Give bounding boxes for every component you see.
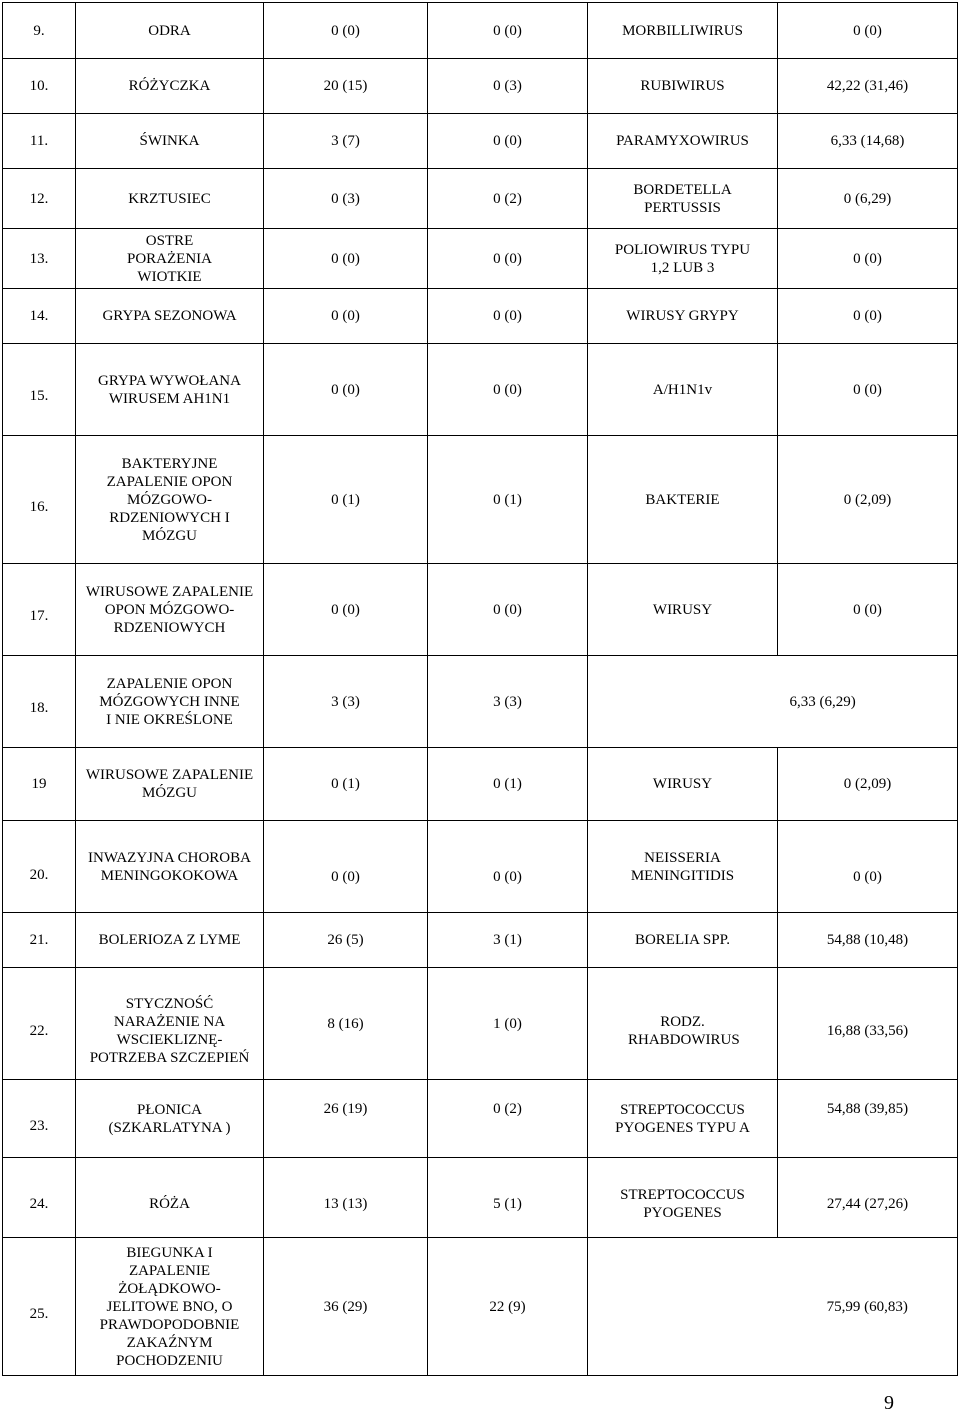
secondary-count: 1 (0) [428, 968, 588, 1080]
table-row [3, 59, 958, 114]
incidence-rate: 75,99 (60,83) [778, 1238, 958, 1376]
table-row [3, 1238, 958, 1376]
row-number: 22. [3, 968, 76, 1080]
cases-count: 26 (19) [264, 1080, 428, 1158]
cases-count: 36 (29) [264, 1238, 428, 1376]
disease-name: PŁONICA (SZKARLATYNA ) [76, 1080, 264, 1158]
etiologic-agent [588, 656, 778, 748]
disease-name: ZAPALENIE OPON MÓZGOWYCH INNE I NIE OKREŚLONE [76, 656, 264, 748]
secondary-count: 0 (1) [428, 748, 588, 821]
row-number: 16. [3, 436, 76, 564]
etiologic-agent: BORELIA SPP. [588, 913, 778, 968]
cases-count: 0 (0) [264, 344, 428, 436]
incidence-rate: 0 (0) [778, 344, 958, 436]
row-number: 10. [3, 59, 76, 114]
row-number: 20. [3, 821, 76, 913]
secondary-count: 3 (1) [428, 913, 588, 968]
incidence-rate: 0 (6,29) [778, 169, 958, 229]
table-row [3, 564, 958, 656]
incidence-rate: 54,88 (10,48) [778, 913, 958, 968]
disease-name: RÓŻYCZKA [76, 59, 264, 114]
cases-count: 3 (3) [264, 656, 428, 748]
table-row [3, 289, 958, 344]
row-number: 9. [3, 3, 76, 59]
cases-count: 20 (15) [264, 59, 428, 114]
cases-count: 26 (5) [264, 913, 428, 968]
cases-count: 0 (1) [264, 748, 428, 821]
incidence-rate: 0 (0) [778, 3, 958, 59]
table-row [3, 114, 958, 169]
disease-name: GRYPA SEZONOWA [76, 289, 264, 344]
secondary-count: 0 (0) [428, 229, 588, 289]
table-row [3, 656, 958, 748]
row-number: 11. [3, 114, 76, 169]
incidence-rate: 0 (0) [778, 564, 958, 656]
disease-name: BOLERIOZA Z LYME [76, 913, 264, 968]
disease-name: WIRUSOWE ZAPALENIE OPON MÓZGOWO-RDZENIOWYCH [76, 564, 264, 656]
row-number: 17. [3, 564, 76, 656]
row-number: 21. [3, 913, 76, 968]
incidence-rate: 0 (0) [778, 229, 958, 289]
secondary-count: 0 (2) [428, 169, 588, 229]
cases-count: 13 (13) [264, 1158, 428, 1238]
incidence-rate: 0 (2,09) [778, 748, 958, 821]
etiologic-agent: NEISSERIA MENINGITIDIS [588, 821, 778, 913]
etiologic-agent: PARAMYXOWIRUS [588, 114, 778, 169]
etiologic-agent: WIRUSY [588, 748, 778, 821]
table-row [3, 748, 958, 821]
row-number: 13. [3, 229, 76, 289]
disease-name: GRYPA WYWOŁANA WIRUSEM AH1N1 [76, 344, 264, 436]
etiologic-agent [588, 1238, 778, 1376]
etiologic-agent: WIRUSY GRYPY [588, 289, 778, 344]
disease-name: BIEGUNKA I ZAPALENIE ŻOŁĄDKOWO-JELITOWE BNO, O PRAWDOPODOBNIE ZAKAŹNYM POCHODZENIU [76, 1238, 264, 1376]
disease-name: OSTRE PORAŻENIA WIOTKIE [76, 229, 264, 289]
secondary-count: 0 (0) [428, 289, 588, 344]
row-number: 24. [3, 1158, 76, 1238]
cases-count: 0 (0) [264, 3, 428, 59]
etiologic-agent: RODZ. RHABDOWIRUS [588, 968, 778, 1080]
incidence-rate: 54,88 (39,85) [778, 1080, 958, 1158]
etiologic-agent: STREPTOCOCCUS PYOGENES [588, 1158, 778, 1238]
etiologic-agent: A/H1N1v [588, 344, 778, 436]
cases-count: 8 (16) [264, 968, 428, 1080]
disease-name: WIRUSOWE ZAPALENIE MÓZGU [76, 748, 264, 821]
page-number: 9 [884, 1392, 894, 1414]
disease-name: STYCZNOŚĆ NARAŻENIE NA WSCIEKLIZNĘ- POTRZEBA SZCZEPIEŃ [76, 968, 264, 1080]
row-number: 23. [3, 1080, 76, 1158]
row-number: 25. [3, 1238, 76, 1376]
disease-name: ŚWINKA [76, 114, 264, 169]
disease-name: INWAZYJNA CHOROBA MENINGOKOKOWA [76, 821, 264, 913]
row-number: 18. [3, 656, 76, 748]
secondary-count: 0 (0) [428, 3, 588, 59]
secondary-count: 5 (1) [428, 1158, 588, 1238]
incidence-rate: 16,88 (33,56) [778, 968, 958, 1080]
incidence-rate: 0 (2,09) [778, 436, 958, 564]
etiologic-agent: BORDETELLA PERTUSSIS [588, 169, 778, 229]
table-row [3, 968, 958, 1080]
secondary-count: 0 (0) [428, 344, 588, 436]
disease-name: KRZTUSIEC [76, 169, 264, 229]
table-row [3, 229, 958, 289]
cases-count: 3 (7) [264, 114, 428, 169]
secondary-count: 0 (1) [428, 436, 588, 564]
table-row [3, 3, 958, 59]
disease-name: RÓŻA [76, 1158, 264, 1238]
table-row [3, 169, 958, 229]
row-number: 15. [3, 344, 76, 436]
cases-count: 0 (0) [264, 821, 428, 913]
secondary-count: 3 (3) [428, 656, 588, 748]
incidence-rate: 6,33 (14,68) [778, 114, 958, 169]
cases-count: 0 (0) [264, 229, 428, 289]
secondary-count: 0 (2) [428, 1080, 588, 1158]
incidence-rate: 27,44 (27,26) [778, 1158, 958, 1238]
table-row [3, 1158, 958, 1238]
table-row [3, 1080, 958, 1158]
table-row [3, 821, 958, 913]
incidence-rate: 0 (0) [778, 821, 958, 913]
table-row [3, 344, 958, 436]
row-number: 12. [3, 169, 76, 229]
secondary-count: 0 (3) [428, 59, 588, 114]
row-number: 19 [3, 748, 76, 821]
secondary-count: 22 (9) [428, 1238, 588, 1376]
cases-count: 0 (0) [264, 289, 428, 344]
incidence-rate: 42,22 (31,46) [778, 59, 958, 114]
secondary-count: 0 (0) [428, 114, 588, 169]
table-row [3, 436, 958, 564]
disease-name: BAKTERYJNE ZAPALENIE OPON MÓZGOWO-RDZENIOWYCH I MÓZGU [76, 436, 264, 564]
etiologic-agent: BAKTERIE [588, 436, 778, 564]
etiologic-agent: RUBIWIRUS [588, 59, 778, 114]
cases-count: 0 (1) [264, 436, 428, 564]
etiologic-agent: WIRUSY [588, 564, 778, 656]
cases-count: 0 (3) [264, 169, 428, 229]
etiologic-agent: STREPTOCOCCUS PYOGENES TYPU A [588, 1080, 778, 1158]
etiologic-agent: POLIOWIRUS TYPU 1,2 LUB 3 [588, 229, 778, 289]
incidence-rate: 6,33 (6,29) [778, 656, 958, 748]
table-row [3, 913, 958, 968]
disease-statistics-table [2, 2, 958, 1376]
secondary-count: 0 (0) [428, 564, 588, 656]
etiologic-agent: MORBILLIWIRUS [588, 3, 778, 59]
secondary-count: 0 (0) [428, 821, 588, 913]
incidence-rate: 0 (0) [778, 289, 958, 344]
row-number: 14. [3, 289, 76, 344]
cases-count: 0 (0) [264, 564, 428, 656]
disease-name: ODRA [76, 3, 264, 59]
